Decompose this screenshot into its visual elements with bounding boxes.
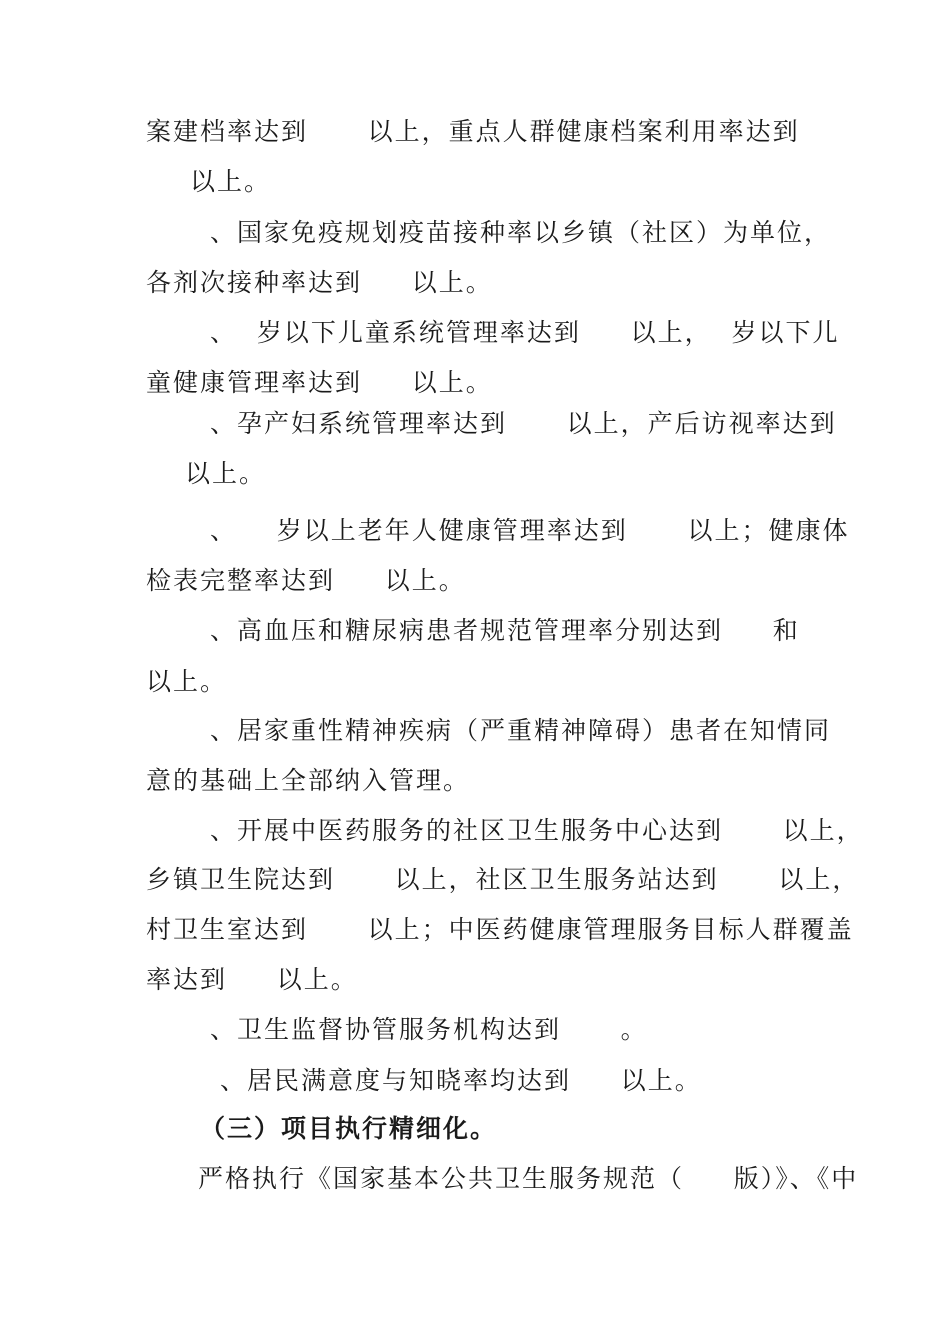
text-line: 、 岁以下儿童系统管理率达到 以上， 岁以下儿 <box>210 318 840 347</box>
text-line: 、国家免疫规划疫苗接种率以乡镇（社区）为单位， <box>210 218 832 247</box>
text-line: 、开展中医药服务的社区卫生服务中心达到 以上， <box>210 816 864 845</box>
text-line: 、孕产妇系统管理率达到 以上，产后访视率达到 <box>210 409 837 438</box>
text-line: 、居民满意度与知晓率均达到 以上。 <box>220 1066 702 1095</box>
text-line: 检表完整率达到 以上。 <box>146 566 466 595</box>
text-line: 乡镇卫生院达到 以上，社区卫生服务站达到 以上， <box>146 865 860 894</box>
text-line: 童健康管理率达到 以上。 <box>146 368 493 397</box>
text-line: 以上。 <box>146 667 228 696</box>
text-line: 以上。 <box>185 459 267 488</box>
text-line: 、 岁以上老年人健康管理率达到 以上；健康体 <box>210 516 850 545</box>
text-line: 以上。 <box>190 167 272 196</box>
text-line: 、卫生监督协管服务机构达到 。 <box>210 1015 648 1044</box>
text-line: 村卫生室达到 以上；中医药健康管理服务目标人群覆盖 <box>146 915 854 944</box>
text-line: 意的基础上全部纳入管理。 <box>146 766 471 795</box>
text-line: 案建档率达到 以上，重点人群健康档案利用率达到 <box>146 117 800 146</box>
text-line: 、高血压和糖尿病患者规范管理率分别达到 和 <box>210 616 800 645</box>
text-line: 率达到 以上。 <box>146 965 358 994</box>
text-line: 严格执行《国家基本公共卫生服务规范（ 版）》、《中 <box>198 1164 859 1193</box>
section-heading: （三）项目执行精细化。 <box>200 1114 498 1143</box>
text-line: 、居家重性精神疾病（严重精神障碍）患者在知情同 <box>210 716 832 745</box>
text-line: 各剂次接种率达到 以上。 <box>146 268 493 297</box>
